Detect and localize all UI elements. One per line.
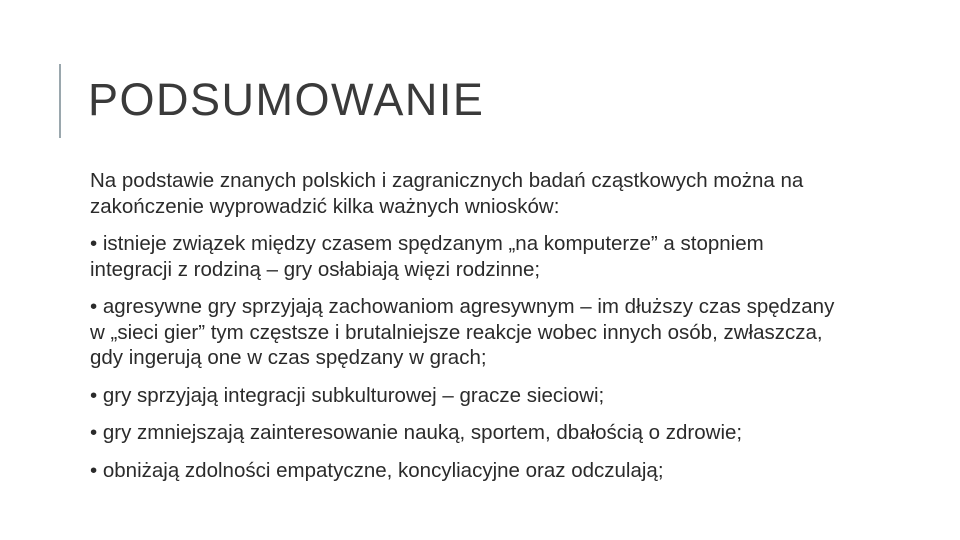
title-accent-bar — [59, 64, 61, 138]
bullet-item: • obniżają zdolności empatyczne, koncyliacyjne oraz odczulają; — [90, 458, 664, 482]
intro-paragraph: Na podstawie znanych polskich i zagranicznych badań cząstkowych można na zakończenie wyprowadzić kilka ważnych wniosków: — [90, 169, 804, 218]
bullet-item: • agresywne gry sprzyjają zachowaniom agresywnym – im dłuższy czas spędzany w „sieci gier” tym częstsze i brutalniejsze reakcje wobec innych osób, zwłaszcza, gdy ingerują one w czas spędzany w grach; — [90, 295, 835, 369]
bullet-item: • istnieje związek między czasem spędzanym „na komputerze” a stopniem integracji z rodziną – gry osłabiają więzi rodzinne; — [90, 232, 764, 281]
bullet-item: • gry sprzyjają integracji subkulturowej – gracze sieciowi; — [90, 383, 605, 407]
bullet-item: • gry zmniejszają zainteresowanie nauką, sportem, dbałością o zdrowie; — [90, 421, 743, 444]
slide-body — [90, 168, 850, 495]
slide-title: PODSUMOWANIE — [88, 74, 485, 125]
